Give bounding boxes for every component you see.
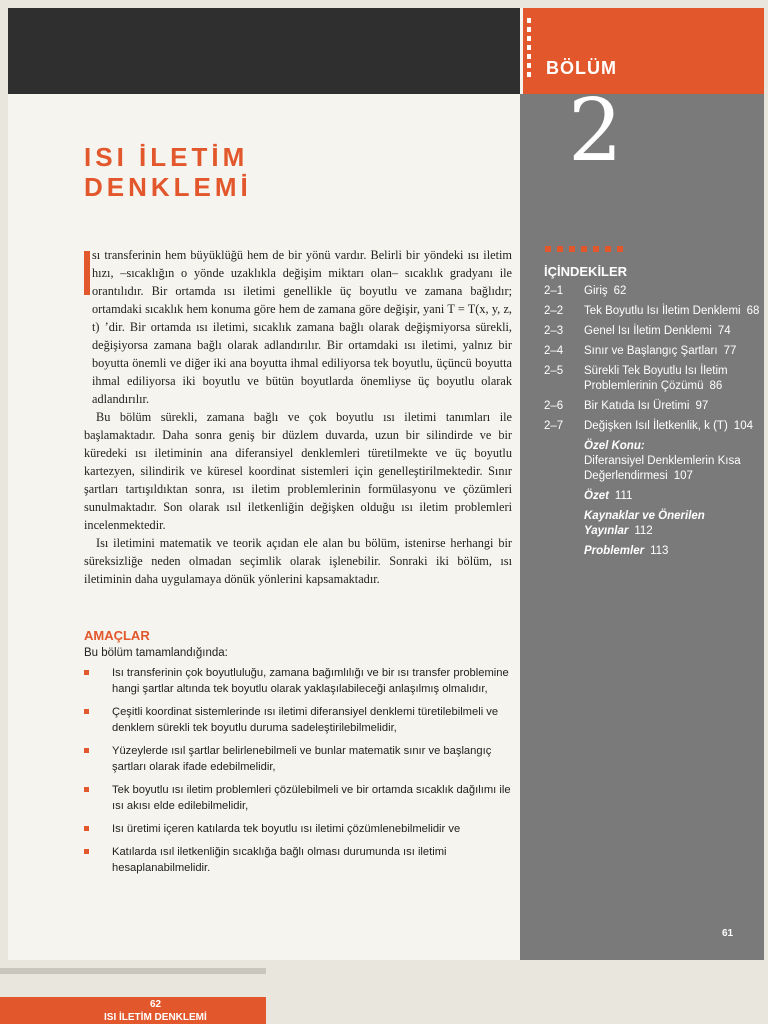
list-item [84, 743, 512, 775]
toc-number: 2–3 [544, 325, 564, 337]
toc-page: 107 [673, 470, 693, 482]
toc-title: Tek Boyutlu Isı İletim Denklemi [584, 305, 741, 317]
list-item [84, 704, 512, 736]
toc-page: 104 [733, 420, 753, 432]
paragraph: sı transferinin hem büyüklüğü hem de bir yönü vardır. Belirli bir yöndeki ısı iletim hızı, –sıcaklığın o yönde uzaklıkla değişim miktarı olan– sıcaklık gradyanı ile orantılıdır. Bir ortamda ısı iletimi genellikle üç boyutlu ve zamana bağlıdır; ortamdaki sıcaklık hem konuma göre hem de zamana göre değişir, yani T = T(x, y, z, t) ’dir. Bir ortamda ısı iletimi, sıcaklık zamana bağlı olarak değişmiyorsa sürekli, değişiyorsa zamana bağlı olarak adlandırılır. Bir ortamdaki ısı iletimi, yalnız bir boyutta önemli ve diğer iki ana boyutta ihmal ediliyorsa tek boyutlu, üçüncü boyutta ihmal ediliyorsa iki boyutlu ve bütün boyutlarda önemliyse üç boyutlu olarak adlandırılır. [92, 248, 512, 406]
toc-title: Sınır ve Başlangıç Şartları [584, 345, 718, 357]
book-page [8, 8, 764, 960]
next-page-number: 62 [150, 999, 162, 1010]
toc-number: 2–2 [544, 305, 564, 317]
toc-title: Sürekli Tek Boyutlu Isı İletim Problemlerinin Çözümü [584, 365, 728, 392]
chapter-title [84, 142, 252, 202]
list-item [84, 821, 512, 837]
toc-title: Giriş [584, 285, 608, 297]
toc-page: 86 [709, 380, 723, 392]
goal-text: Katılarda ısıl iletkenliğin sıcaklığa bağlı olması durumunda ısı iletimi hesaplanabilmelidir. [112, 846, 447, 874]
toc-page: 62 [613, 285, 627, 297]
toc-page: 112 [634, 525, 653, 537]
list-item [84, 782, 512, 814]
title-line-2: DENKLEMİ [84, 172, 252, 202]
toc-entry[interactable] [544, 399, 764, 414]
toc-number: 2–7 [544, 420, 564, 432]
toc-page: 74 [717, 325, 731, 337]
list-item [84, 844, 512, 876]
toc-number: 2–4 [544, 345, 564, 357]
toc-heading: İÇİNDEKİLER [544, 264, 628, 279]
chapter-label: BÖLÜM [546, 58, 617, 78]
toc-title: Genel Isı İletim Denklemi [584, 325, 712, 337]
goal-text: Yüzeylerde ısıl şartlar belirlenebilmeli ve bunlar matematik sınır ve başlangıç şartları olarak ifade edebilmelidir, [112, 745, 492, 773]
toc-summary[interactable] [584, 489, 764, 504]
toc-special[interactable] [584, 439, 764, 484]
toc-title: Bir Katıda Isı Üretimi [584, 400, 690, 412]
next-page-edge [0, 968, 266, 974]
chapter-box-lower [523, 94, 764, 126]
bullet-icon [84, 826, 89, 831]
toc-number: 2–1 [544, 285, 564, 297]
table-of-contents [544, 284, 764, 564]
list-item [84, 665, 512, 697]
goal-text: Isı transferinin çok boyutluluğu, zamana bağımlılığı ve bir ısı transfer problemine hangi şartlar altında tek boyutlu olarak yaklaşılabileceği anlaşılmış olmalıdır, [112, 667, 509, 695]
toc-entry[interactable] [544, 364, 764, 394]
problems-label: Problemler [584, 545, 645, 557]
goals-intro: Bu bölüm tamamlandığında: [84, 647, 228, 659]
toc-entry[interactable] [544, 284, 764, 299]
goal-text: Tek boyutlu ısı iletim problemleri çözülebilmeli ve bir ortamda sıcaklık dağılımı ile ısı akısı elde edilebilmelidir, [112, 784, 511, 812]
running-title: ISI İLETİM DENKLEMİ [104, 1012, 207, 1023]
toc-entry[interactable] [544, 344, 764, 359]
goal-text: Isı üretimi içeren katılarda tek boyutlu ısı iletimi çözümlenebilmelidir ve [112, 823, 461, 835]
paragraph: Bu bölüm sürekli, zamana bağlı ve çok boyutlu ısı iletimi tanımları ile başlamaktadır. Daha sonra geniş bir düzlem duvarda, uzun bir silindirde ve bir küredeki ısı iletiminin ana diferansiyel denklemleri türetilmekte ve üç boyutlu kartezyen, silindirik ve küresel koordinat sistemleri için genelleştirilmektedir. Sınır şartları tartışıldıktan sonra, ısı iletim problemlerinin formülasyonu ve çözümleri sunulmaktadır. Son olarak ısıl iletkenliğin değişken olduğu ısı iletim problemleri incelenmektedir. [84, 410, 512, 532]
toc-title: Değişken Isıl İletkenlik, k (T) [584, 420, 728, 432]
toc-page: 113 [650, 545, 669, 557]
goal-text: Çeşitli koordinat sistemlerinde ısı iletimi diferansiyel denklemi türetilebilmeli ve denklem sürekli tek boyutlu duruma sadeleştirilebilmelidir, [112, 706, 499, 734]
chapter-box [523, 8, 764, 94]
toc-entry[interactable] [544, 304, 764, 319]
header-band [8, 8, 520, 94]
special-topic-label: Özel Konu: [584, 440, 645, 452]
bullet-icon [84, 670, 89, 675]
toc-entry[interactable] [544, 419, 764, 434]
goals-list [84, 665, 512, 883]
toc-dotted-rule [545, 246, 625, 252]
toc-page: 111 [614, 490, 633, 502]
toc-number: 2–5 [544, 365, 564, 377]
goals-heading: AMAÇLAR [84, 628, 150, 643]
toc-number: 2–6 [544, 400, 564, 412]
paragraph: Isı iletimini matematik ve teorik açıdan ele alan bu bölüm, istenirse herhangi bir süreksizliğe neden olmadan seçimlik olarak işlenebilir. Sonraki iki bölüm, ısı iletiminin daha uygulamaya dönük yönlerini kapsamaktadır. [84, 536, 512, 586]
title-line-1: ISI İLETİM [84, 142, 249, 172]
toc-page: 68 [746, 305, 760, 317]
bullet-icon [84, 787, 89, 792]
intro-text [84, 246, 512, 588]
page-number: 61 [722, 928, 734, 939]
dotted-rule [527, 18, 531, 78]
bullet-icon [84, 849, 89, 854]
toc-page: 97 [695, 400, 709, 412]
chapter-number: 2 [568, 81, 623, 181]
references-label: Kaynaklar ve Önerilen Yayınlar [584, 510, 705, 537]
special-topic-title: Diferansiyel Denklemlerin Kısa Değerlendirmesi [584, 455, 741, 482]
toc-entry[interactable] [544, 324, 764, 339]
toc-problems[interactable] [584, 544, 764, 559]
bullet-icon [84, 709, 89, 714]
toc-page: 77 [723, 345, 737, 357]
bullet-icon [84, 748, 89, 753]
toc-references[interactable] [584, 509, 764, 539]
summary-label: Özet [584, 490, 609, 502]
